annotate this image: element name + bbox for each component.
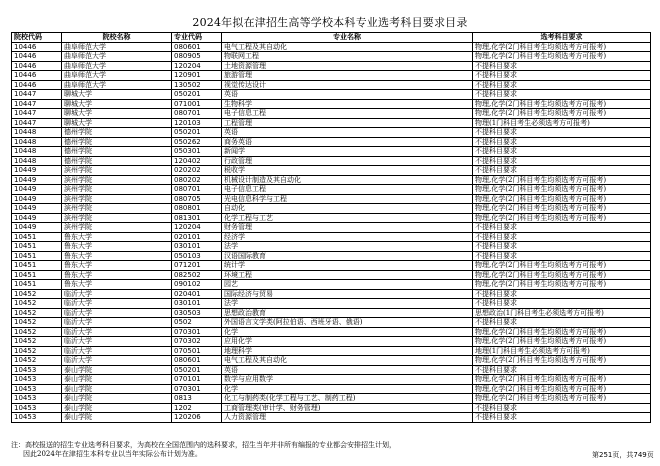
cell-major-code: 050301 xyxy=(172,147,222,157)
cell-major-name: 国际经济与贸易 xyxy=(222,289,473,299)
cell-school-code: 10451 xyxy=(12,251,62,261)
cell-requirement: 不提科目要求 xyxy=(473,299,651,309)
cell-major-code: 071201 xyxy=(172,261,222,271)
cell-major-code: 030101 xyxy=(172,299,222,309)
cell-school-name: 曲阜师范大学 xyxy=(62,42,172,52)
cell-school-name: 滨州学院 xyxy=(62,204,172,214)
table-row xyxy=(12,109,651,119)
cell-requirement: 物理,化学(2门科目考生均须选考方可报考) xyxy=(473,99,651,109)
table-row xyxy=(12,365,651,375)
cell-school-code: 10451 xyxy=(12,242,62,252)
cell-major-code: 050262 xyxy=(172,137,222,147)
cell-major-code: 050201 xyxy=(172,128,222,138)
table-row xyxy=(12,356,651,366)
table-row xyxy=(12,42,651,52)
table-row xyxy=(12,156,651,166)
header-major-name: 专业名称 xyxy=(222,33,473,43)
header-school-code: 院校代码 xyxy=(12,33,62,43)
cell-major-code: 080202 xyxy=(172,175,222,185)
cell-school-name: 鲁东大学 xyxy=(62,251,172,261)
table-row xyxy=(12,194,651,204)
cell-school-name: 德州学院 xyxy=(62,128,172,138)
cell-requirement: 物理,化学(2门科目考生均须选考方可报考) xyxy=(473,194,651,204)
footnote-line-1: 注：高校报送的招生专业选考科目要求，为高校在全国范围内的选科要求，招生当年并非所有编报的专业都会安排招生计划， xyxy=(11,441,396,449)
table-row xyxy=(12,394,651,404)
cell-school-code: 10449 xyxy=(12,175,62,185)
cell-school-code: 10448 xyxy=(12,156,62,166)
cell-major-name: 视觉传达设计 xyxy=(222,80,473,90)
cell-major-name: 电子信息工程 xyxy=(222,185,473,195)
cell-school-code: 10449 xyxy=(12,204,62,214)
cell-requirement: 物理,化学(2门科目考生均须选考方可报考) xyxy=(473,270,651,280)
table-row xyxy=(12,270,651,280)
cell-major-code: 120206 xyxy=(172,413,222,423)
cell-major-code: 050201 xyxy=(172,90,222,100)
cell-school-name: 临沂大学 xyxy=(62,327,172,337)
cell-school-name: 泰山学院 xyxy=(62,403,172,413)
cell-school-name: 泰山学院 xyxy=(62,413,172,423)
cell-major-code: 050103 xyxy=(172,251,222,261)
cell-major-name: 财务管理 xyxy=(222,223,473,233)
cell-school-name: 曲阜师范大学 xyxy=(62,80,172,90)
cell-school-code: 10452 xyxy=(12,308,62,318)
cell-major-name: 地理科学 xyxy=(222,346,473,356)
cell-school-name: 滨州学院 xyxy=(62,185,172,195)
cell-school-name: 临沂大学 xyxy=(62,318,172,328)
cell-major-name: 经济学 xyxy=(222,232,473,242)
cell-school-name: 临沂大学 xyxy=(62,289,172,299)
cell-requirement: 物理,化学(2门科目考生均须选考方可报考) xyxy=(473,42,651,52)
cell-requirement: 不提科目要求 xyxy=(473,166,651,176)
cell-major-name: 旅游管理 xyxy=(222,71,473,81)
page-number: 第251页，共749页 xyxy=(592,451,654,459)
cell-requirement: 物理(1门科目考生必须选考方可报考) xyxy=(473,118,651,128)
cell-school-name: 聊城大学 xyxy=(62,90,172,100)
cell-major-name: 行政管理 xyxy=(222,156,473,166)
cell-school-name: 滨州学院 xyxy=(62,166,172,176)
cell-major-code: 070301 xyxy=(172,384,222,394)
cell-school-name: 临沂大学 xyxy=(62,356,172,366)
cell-school-code: 10446 xyxy=(12,80,62,90)
cell-major-code: 080705 xyxy=(172,194,222,204)
cell-major-name: 法学 xyxy=(222,242,473,252)
table-header-row xyxy=(12,33,651,43)
table-row xyxy=(12,375,651,385)
cell-requirement: 物理,化学(2门科目考生均须选考方可报考) xyxy=(473,185,651,195)
cell-requirement: 物理,化学(2门科目考生均须选考方可报考) xyxy=(473,109,651,119)
cell-requirement: 不提科目要求 xyxy=(473,251,651,261)
cell-requirement: 物理,化学(2门科目考生均须选考方可报考) xyxy=(473,375,651,385)
cell-school-name: 泰山学院 xyxy=(62,375,172,385)
table-row xyxy=(12,204,651,214)
cell-requirement: 物理,化学(2门科目考生均须选考方可报考) xyxy=(473,337,651,347)
table-body xyxy=(12,42,651,422)
table-row xyxy=(12,289,651,299)
cell-major-code: 030101 xyxy=(172,242,222,252)
cell-requirement: 不提科目要求 xyxy=(473,242,651,252)
cell-school-name: 德州学院 xyxy=(62,156,172,166)
cell-major-code: 0502 xyxy=(172,318,222,328)
cell-major-code: 120204 xyxy=(172,61,222,71)
cell-major-name: 电气工程及其自动化 xyxy=(222,356,473,366)
cell-major-name: 税收学 xyxy=(222,166,473,176)
cell-school-code: 10449 xyxy=(12,213,62,223)
cell-requirement: 物理,化学(2门科目考生均须选考方可报考) xyxy=(473,327,651,337)
cell-requirement: 物理,化学(2门科目考生均须选考方可报考) xyxy=(473,175,651,185)
table-row xyxy=(12,175,651,185)
cell-major-name: 生物科学 xyxy=(222,99,473,109)
header-requirement: 选考科目要求 xyxy=(473,33,651,43)
footnote xyxy=(11,441,571,459)
cell-major-code: 080801 xyxy=(172,204,222,214)
cell-major-name: 化学 xyxy=(222,327,473,337)
cell-school-name: 临沂大学 xyxy=(62,346,172,356)
cell-school-name: 鲁东大学 xyxy=(62,232,172,242)
table-row xyxy=(12,137,651,147)
cell-major-code: 081301 xyxy=(172,213,222,223)
table-row xyxy=(12,128,651,138)
table-row xyxy=(12,118,651,128)
cell-major-name: 工程管理 xyxy=(222,118,473,128)
table-row xyxy=(12,71,651,81)
cell-major-name: 土地资源管理 xyxy=(222,61,473,71)
table-row xyxy=(12,280,651,290)
header-major-code: 专业代码 xyxy=(172,33,222,43)
cell-school-name: 滨州学院 xyxy=(62,175,172,185)
cell-requirement: 不提科目要求 xyxy=(473,223,651,233)
cell-major-code: 120103 xyxy=(172,118,222,128)
cell-requirement: 不提科目要求 xyxy=(473,137,651,147)
table-row xyxy=(12,223,651,233)
cell-school-code: 10447 xyxy=(12,99,62,109)
cell-major-name: 思想政治教育 xyxy=(222,308,473,318)
cell-school-name: 德州学院 xyxy=(62,137,172,147)
cell-school-code: 10452 xyxy=(12,318,62,328)
cell-school-code: 10453 xyxy=(12,384,62,394)
cell-school-name: 曲阜师范大学 xyxy=(62,71,172,81)
cell-school-code: 10446 xyxy=(12,61,62,71)
cell-school-name: 曲阜师范大学 xyxy=(62,61,172,71)
cell-major-name: 统计学 xyxy=(222,261,473,271)
cell-major-name: 外国语言文学类(阿拉伯语、西班牙语、俄语) xyxy=(222,318,473,328)
cell-major-name: 工商管理类(审计学、财务管理) xyxy=(222,403,473,413)
cell-school-code: 10453 xyxy=(12,394,62,404)
cell-school-name: 鲁东大学 xyxy=(62,280,172,290)
cell-requirement: 不提科目要求 xyxy=(473,232,651,242)
cell-major-code: 020101 xyxy=(172,232,222,242)
cell-major-code: 071001 xyxy=(172,99,222,109)
cell-school-name: 鲁东大学 xyxy=(62,270,172,280)
cell-school-code: 10452 xyxy=(12,299,62,309)
table-row xyxy=(12,232,651,242)
cell-school-name: 鲁东大学 xyxy=(62,242,172,252)
cell-requirement: 不提科目要求 xyxy=(473,156,651,166)
cell-school-code: 10447 xyxy=(12,109,62,119)
cell-school-code: 10452 xyxy=(12,346,62,356)
cell-major-code: 070101 xyxy=(172,375,222,385)
cell-requirement: 物理,化学(2门科目考生均须选考方可报考) xyxy=(473,204,651,214)
cell-major-code: 080601 xyxy=(172,356,222,366)
cell-major-code: 070302 xyxy=(172,337,222,347)
cell-school-code: 10453 xyxy=(12,375,62,385)
cell-major-name: 化学工程与工艺 xyxy=(222,213,473,223)
cell-school-code: 10446 xyxy=(12,71,62,81)
cell-requirement: 不提科目要求 xyxy=(473,128,651,138)
table-row xyxy=(12,299,651,309)
cell-requirement: 物理,化学(2门科目考生均须选考方可报考) xyxy=(473,52,651,62)
cell-school-code: 10452 xyxy=(12,337,62,347)
cell-major-code: 070301 xyxy=(172,327,222,337)
cell-school-code: 10452 xyxy=(12,356,62,366)
cell-school-code: 10452 xyxy=(12,289,62,299)
cell-major-code: 020202 xyxy=(172,166,222,176)
cell-school-name: 临沂大学 xyxy=(62,308,172,318)
cell-major-code: 1202 xyxy=(172,403,222,413)
cell-requirement: 物理,化学(2门科目考生均须选考方可报考) xyxy=(473,356,651,366)
table-row xyxy=(12,185,651,195)
cell-school-code: 10449 xyxy=(12,185,62,195)
cell-major-code: 070501 xyxy=(172,346,222,356)
cell-requirement: 不提科目要求 xyxy=(473,80,651,90)
table-row xyxy=(12,52,651,62)
cell-requirement: 物理,化学(2门科目考生均须选考方可报考) xyxy=(473,394,651,404)
table-row xyxy=(12,384,651,394)
cell-requirement: 不提科目要求 xyxy=(473,147,651,157)
cell-school-code: 10446 xyxy=(12,42,62,52)
cell-requirement: 不提科目要求 xyxy=(473,318,651,328)
requirements-table xyxy=(11,32,651,423)
cell-major-code: 080905 xyxy=(172,52,222,62)
table-row xyxy=(12,327,651,337)
cell-school-name: 泰山学院 xyxy=(62,365,172,375)
cell-major-code: 0813 xyxy=(172,394,222,404)
cell-major-name: 新闻学 xyxy=(222,147,473,157)
cell-school-name: 德州学院 xyxy=(62,147,172,157)
table-row xyxy=(12,242,651,252)
table-row xyxy=(12,251,651,261)
cell-major-code: 050201 xyxy=(172,365,222,375)
cell-major-code: 080701 xyxy=(172,185,222,195)
cell-school-name: 临沂大学 xyxy=(62,299,172,309)
cell-school-code: 10447 xyxy=(12,118,62,128)
page-title: 2024年拟在津招生高等学校本科专业选考科目要求目录 xyxy=(192,16,468,29)
cell-school-code: 10451 xyxy=(12,270,62,280)
cell-major-code: 130502 xyxy=(172,80,222,90)
cell-school-code: 10451 xyxy=(12,280,62,290)
cell-requirement: 不提科目要求 xyxy=(473,365,651,375)
cell-school-code: 10446 xyxy=(12,52,62,62)
cell-requirement: 不提科目要求 xyxy=(473,403,651,413)
cell-requirement: 思想政治(1门科目考生必须选考方可报考) xyxy=(473,308,651,318)
cell-requirement: 不提科目要求 xyxy=(473,71,651,81)
cell-school-name: 滨州学院 xyxy=(62,213,172,223)
cell-major-code: 080701 xyxy=(172,109,222,119)
cell-major-code: 090102 xyxy=(172,280,222,290)
cell-school-code: 10451 xyxy=(12,261,62,271)
table-row xyxy=(12,99,651,109)
cell-major-name: 环境工程 xyxy=(222,270,473,280)
cell-requirement: 物理,化学(2门科目考生均须选考方可报考) xyxy=(473,280,651,290)
table-row xyxy=(12,166,651,176)
cell-requirement: 地理(1门科目考生必须选考方可报考) xyxy=(473,346,651,356)
cell-school-name: 聊城大学 xyxy=(62,118,172,128)
cell-school-code: 10452 xyxy=(12,327,62,337)
cell-major-name: 化工与制药类(化学工程与工艺、制药工程) xyxy=(222,394,473,404)
cell-school-code: 10453 xyxy=(12,413,62,423)
table-row xyxy=(12,261,651,271)
cell-school-code: 10451 xyxy=(12,232,62,242)
cell-major-code: 120204 xyxy=(172,223,222,233)
cell-school-code: 10449 xyxy=(12,166,62,176)
cell-major-code: 030503 xyxy=(172,308,222,318)
cell-major-name: 园艺 xyxy=(222,280,473,290)
cell-school-code: 10449 xyxy=(12,194,62,204)
footnote-line-2: 因此2024年在津招生本科专业以当年实际公布计划为准。 xyxy=(23,450,202,458)
cell-major-name: 法学 xyxy=(222,299,473,309)
cell-requirement: 不提科目要求 xyxy=(473,90,651,100)
cell-major-name: 光电信息科学与工程 xyxy=(222,194,473,204)
header-school-name: 院校名称 xyxy=(62,33,172,43)
cell-school-code: 10448 xyxy=(12,147,62,157)
cell-major-code: 080601 xyxy=(172,42,222,52)
table-row xyxy=(12,147,651,157)
cell-major-name: 人力资源管理 xyxy=(222,413,473,423)
cell-major-code: 120901 xyxy=(172,71,222,81)
cell-school-name: 鲁东大学 xyxy=(62,261,172,271)
table-row xyxy=(12,90,651,100)
cell-major-code: 020401 xyxy=(172,289,222,299)
cell-major-name: 英语 xyxy=(222,365,473,375)
cell-requirement: 物理,化学(2门科目考生均须选考方可报考) xyxy=(473,213,651,223)
cell-school-code: 10448 xyxy=(12,128,62,138)
cell-major-name: 英语 xyxy=(222,128,473,138)
cell-major-name: 应用化学 xyxy=(222,337,473,347)
cell-school-name: 泰山学院 xyxy=(62,384,172,394)
table-row xyxy=(12,413,651,423)
cell-school-code: 10449 xyxy=(12,223,62,233)
cell-major-name: 机械设计制造及其自动化 xyxy=(222,175,473,185)
cell-school-name: 泰山学院 xyxy=(62,394,172,404)
cell-major-name: 商务英语 xyxy=(222,137,473,147)
cell-major-name: 数学与应用数学 xyxy=(222,375,473,385)
cell-requirement: 不提科目要求 xyxy=(473,413,651,423)
cell-school-name: 临沂大学 xyxy=(62,337,172,347)
table-row xyxy=(12,308,651,318)
cell-major-name: 物联网工程 xyxy=(222,52,473,62)
cell-major-code: 120402 xyxy=(172,156,222,166)
cell-school-name: 曲阜师范大学 xyxy=(62,52,172,62)
cell-school-name: 滨州学院 xyxy=(62,223,172,233)
cell-major-name: 电气工程及其自动化 xyxy=(222,42,473,52)
table-row xyxy=(12,318,651,328)
table-row xyxy=(12,346,651,356)
cell-school-code: 10453 xyxy=(12,365,62,375)
cell-school-code: 10448 xyxy=(12,137,62,147)
cell-school-code: 10447 xyxy=(12,90,62,100)
cell-major-name: 电子信息工程 xyxy=(222,109,473,119)
cell-major-name: 自动化 xyxy=(222,204,473,214)
cell-major-name: 化学 xyxy=(222,384,473,394)
table-row xyxy=(12,403,651,413)
cell-school-name: 滨州学院 xyxy=(62,194,172,204)
cell-requirement: 物理,化学(2门科目考生均须选考方可报考) xyxy=(473,384,651,394)
table-row xyxy=(12,80,651,90)
cell-major-name: 汉语国际教育 xyxy=(222,251,473,261)
cell-school-name: 聊城大学 xyxy=(62,109,172,119)
cell-major-code: 082502 xyxy=(172,270,222,280)
table-row xyxy=(12,213,651,223)
cell-school-name: 聊城大学 xyxy=(62,99,172,109)
table-row xyxy=(12,61,651,71)
cell-major-name: 英语 xyxy=(222,90,473,100)
cell-school-code: 10453 xyxy=(12,403,62,413)
cell-requirement: 不提科目要求 xyxy=(473,289,651,299)
cell-requirement: 物理,化学(2门科目考生均须选考方可报考) xyxy=(473,261,651,271)
cell-requirement: 不提科目要求 xyxy=(473,61,651,71)
table-row xyxy=(12,337,651,347)
